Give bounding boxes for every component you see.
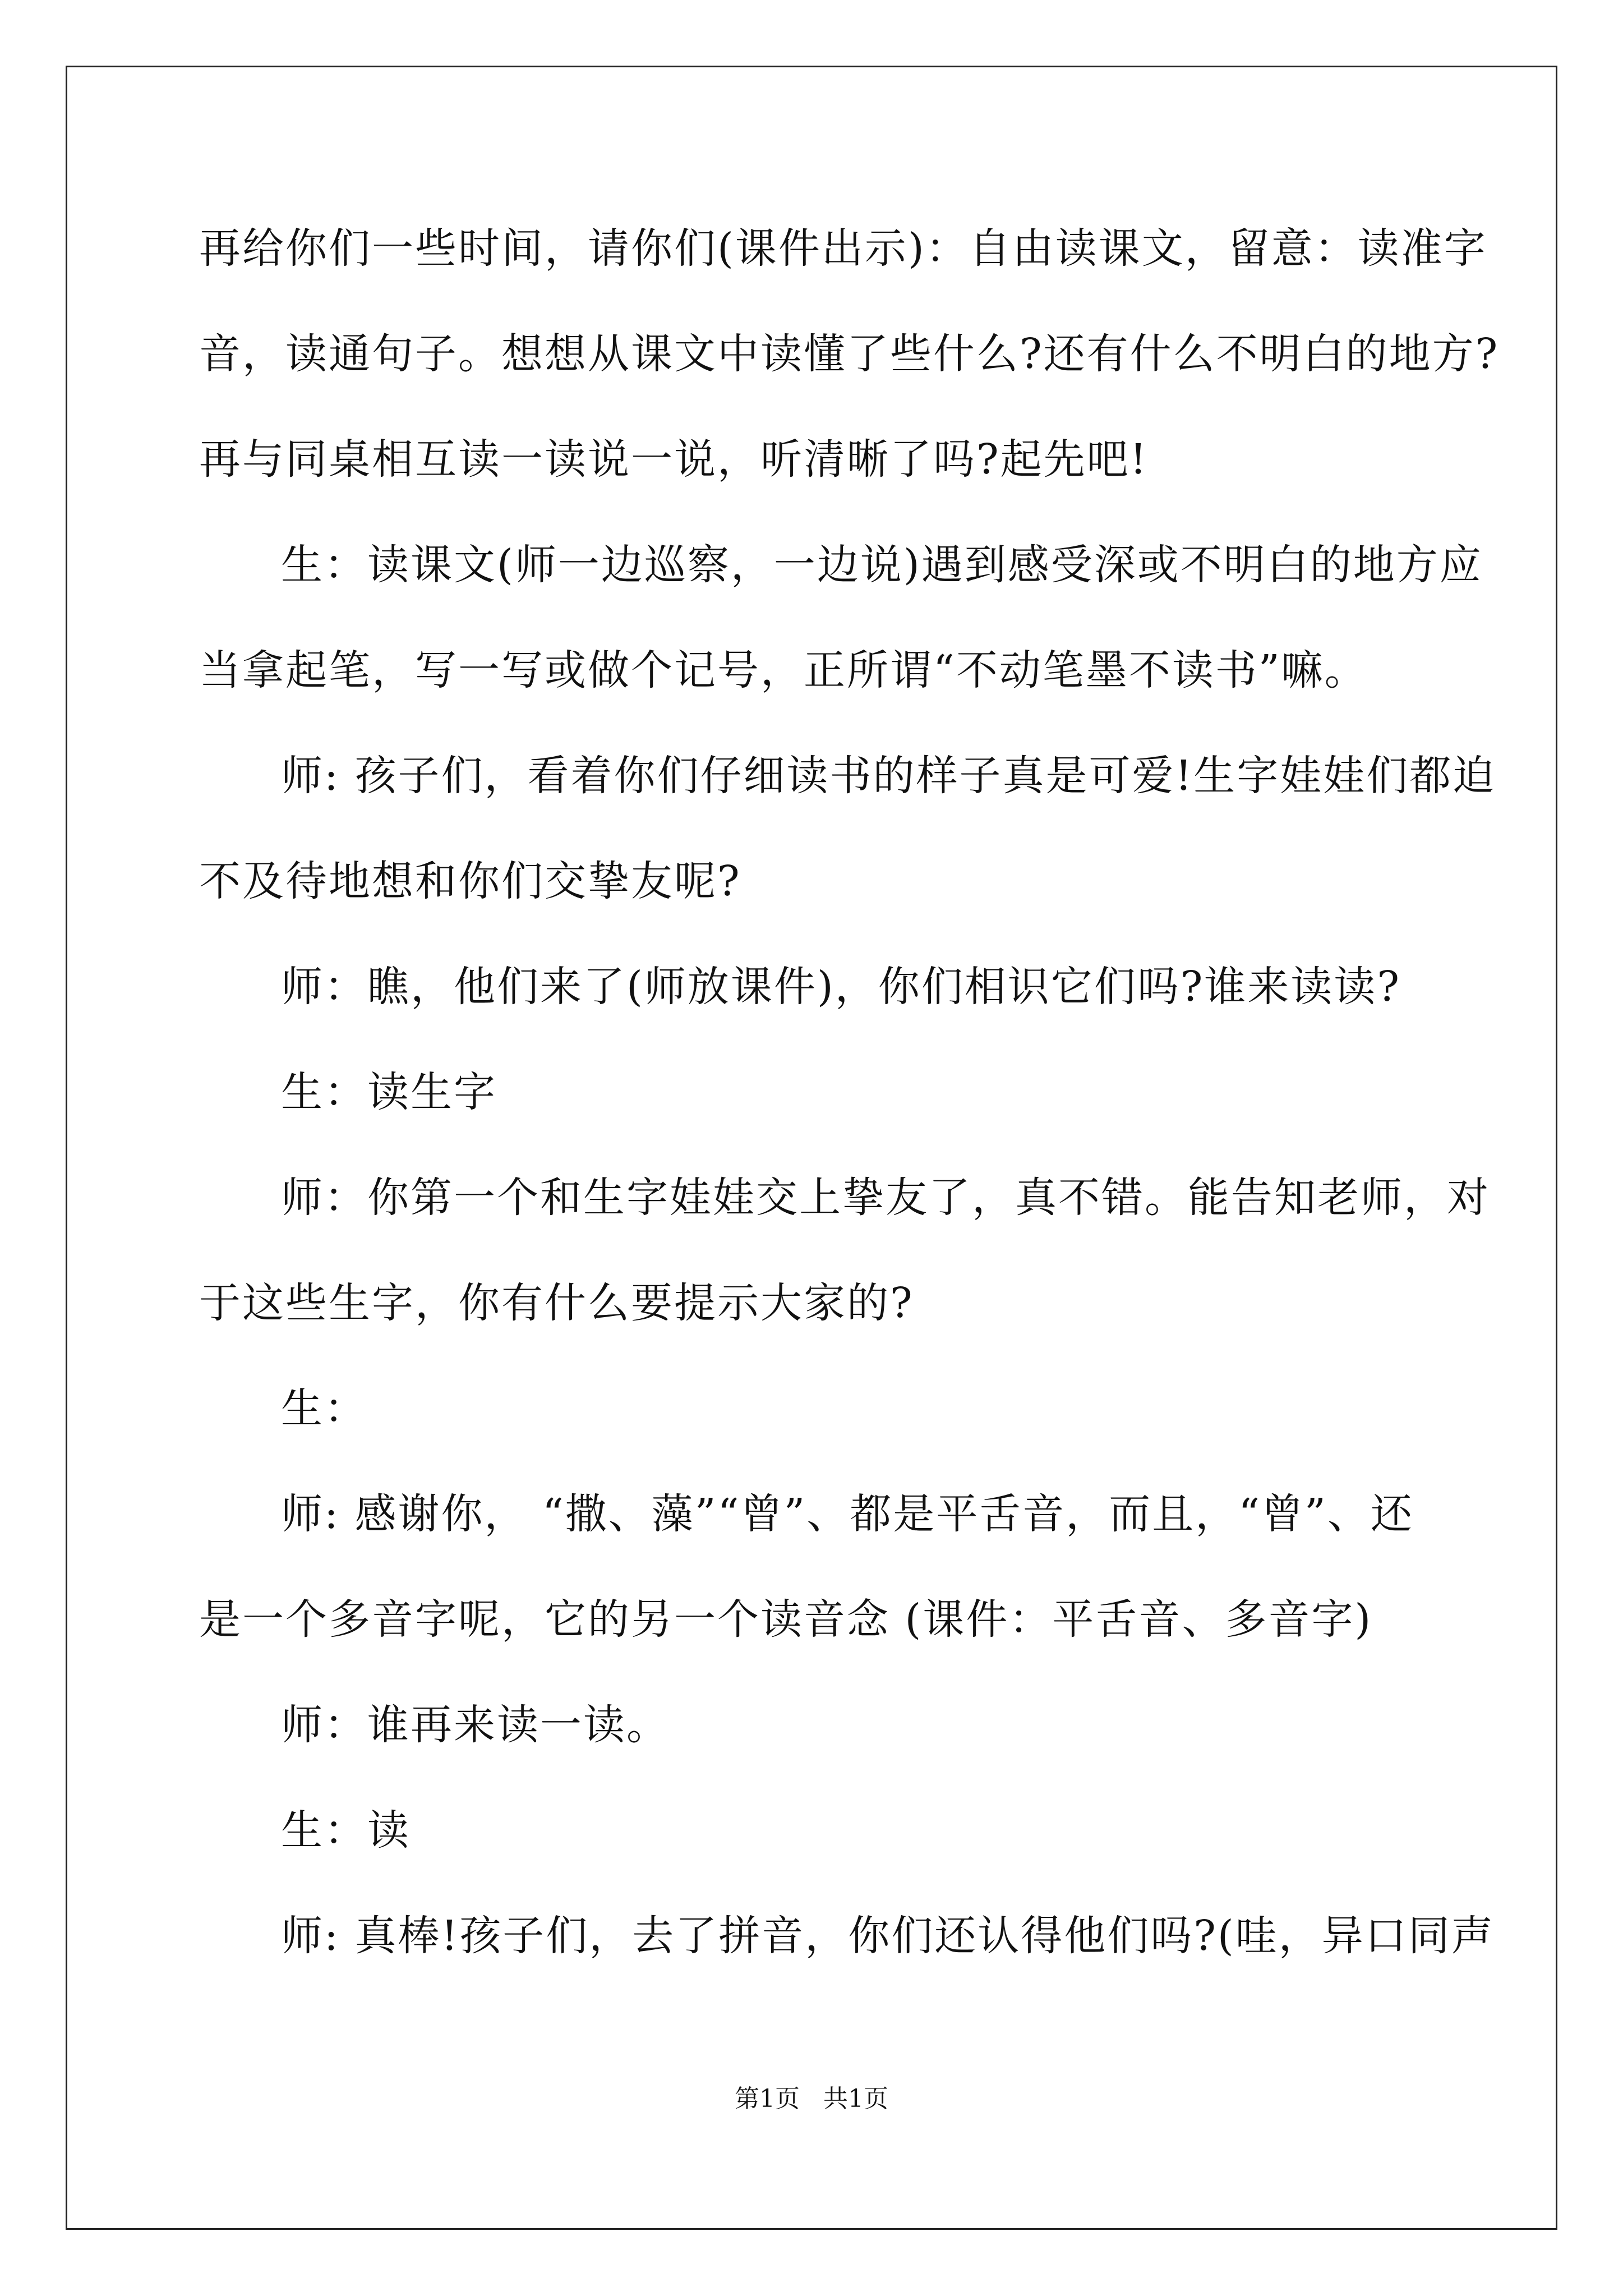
text-line: 是一个多音字呢，它的另一个读音念 (课件：平舌音、多音字): [199, 1595, 1373, 1644]
text-line: 于这些生字，你有什么要提示大家的?: [199, 1279, 914, 1327]
text-line: 再与同桌相互读一读说一说，听清晰了吗?起先吧!: [199, 435, 1149, 484]
text-line: 生：: [281, 1384, 367, 1433]
text-line: 再给你们一些时间，请你们(课件出示)：自由读课文，留意：读准字: [199, 224, 1487, 273]
text-line: 生：读课文(师一边巡察，一边说)遇到感受深或不明白的地方应: [281, 541, 1483, 589]
text-line: 师: 真棒!孩子们，去了拼音，你们还认得他们吗?(哇，异口同声: [281, 1912, 1495, 1960]
page-footer: 第1页 共1页: [735, 2085, 888, 2113]
text-line: 师: 孩子们，看着你们仔细读书的样子真是可爱!生字娃娃们都迫: [281, 752, 1496, 800]
text-line: 师：谁再来读一读。: [281, 1701, 670, 1749]
text-line: 师：你第一个和生字娃娃交上挚友了，真不错。能告知老师，对: [281, 1174, 1490, 1222]
text-line: 音，读通句子。想想从课文中读懂了些什么?还有什么不明白的地方?: [199, 330, 1500, 378]
text-line: 生：读生字: [281, 1068, 497, 1116]
text-line: 师：瞧，他们来了(师放课件)，你们相识它们吗?谁来读读?: [281, 963, 1401, 1011]
text-line: 不及待地想和你们交挚友呢?: [199, 857, 741, 905]
text-line: 当拿起笔，写一写或做个记号，正所谓“不动笔墨不读书”嘛。: [199, 646, 1368, 694]
text-line: 生：读: [281, 1806, 411, 1855]
text-line: 师: 感谢你， “撒、藻”“曾”、都是平舌音，而且，“曾”、还: [281, 1490, 1414, 1538]
